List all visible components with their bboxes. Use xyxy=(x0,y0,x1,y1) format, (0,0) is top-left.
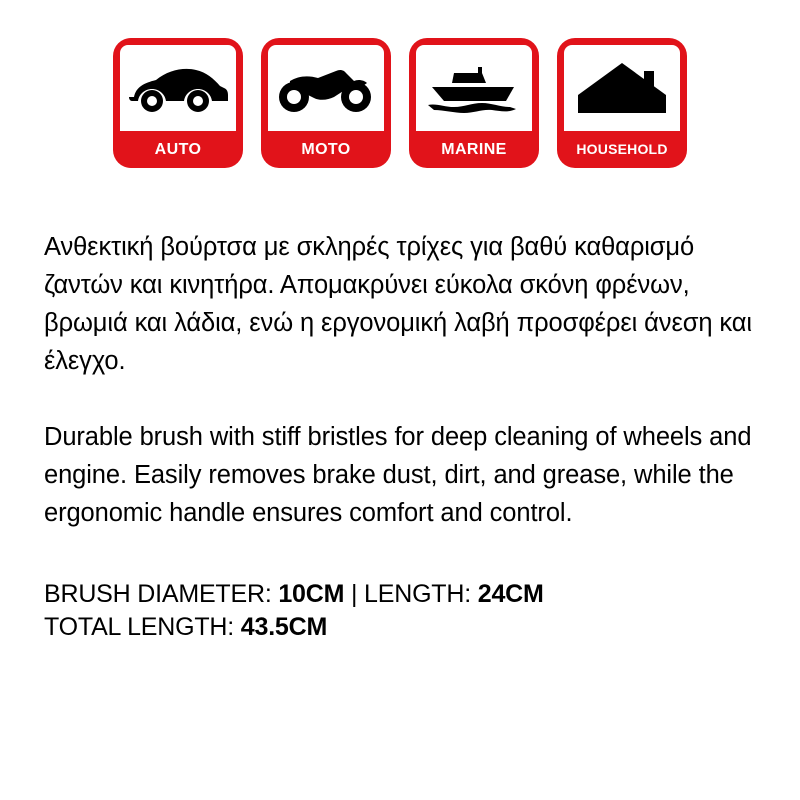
spec-separator: | xyxy=(350,580,358,608)
category-badge-label: AUTO xyxy=(154,141,202,158)
description-greek: Ανθεκτική βούρτσα με σκληρές τρίχες για βαθύ καθαρισμό ζαντών και κινητήρα. Απομακρύνει εύκολα σκόνη φρένων, βρωμιά και λάδια, ενώ η εργονομική λαβή προσφέρει άνεση και έλεγχο. xyxy=(44,233,752,375)
specifications xyxy=(44,578,756,644)
spec-total-value: 43.5CM xyxy=(240,613,328,641)
category-badge-row xyxy=(0,0,800,168)
category-badge-auto xyxy=(113,38,243,168)
spec-row-diameter-length xyxy=(44,578,756,611)
spec-diameter-label: BRUSH DIAMETER: xyxy=(44,580,272,608)
spec-row-total-length xyxy=(44,611,756,644)
description-section xyxy=(0,228,800,644)
category-badge-label: MARINE xyxy=(441,141,507,158)
spec-total-label: TOTAL LENGTH: xyxy=(44,613,235,641)
category-badge-label: HOUSEHOLD xyxy=(576,141,668,157)
car-icon xyxy=(120,45,236,131)
category-badge-label: MOTO xyxy=(301,141,351,158)
category-badge-moto xyxy=(261,38,391,168)
boat-icon xyxy=(416,45,532,131)
house-icon xyxy=(564,45,680,131)
spec-length-label: LENGTH: xyxy=(364,580,471,608)
motorcycle-icon xyxy=(268,45,384,131)
category-badge-marine xyxy=(409,38,539,168)
spec-length-value: 24CM xyxy=(477,580,544,608)
spec-diameter-value: 10CM xyxy=(278,580,345,608)
description-english: Durable brush with stiff bristles for deep cleaning of wheels and engine. Easily removes brake dust, dirt, and grease, while the ergonomic handle ensures comfort and control. xyxy=(44,423,752,527)
category-badge-household xyxy=(557,38,687,168)
